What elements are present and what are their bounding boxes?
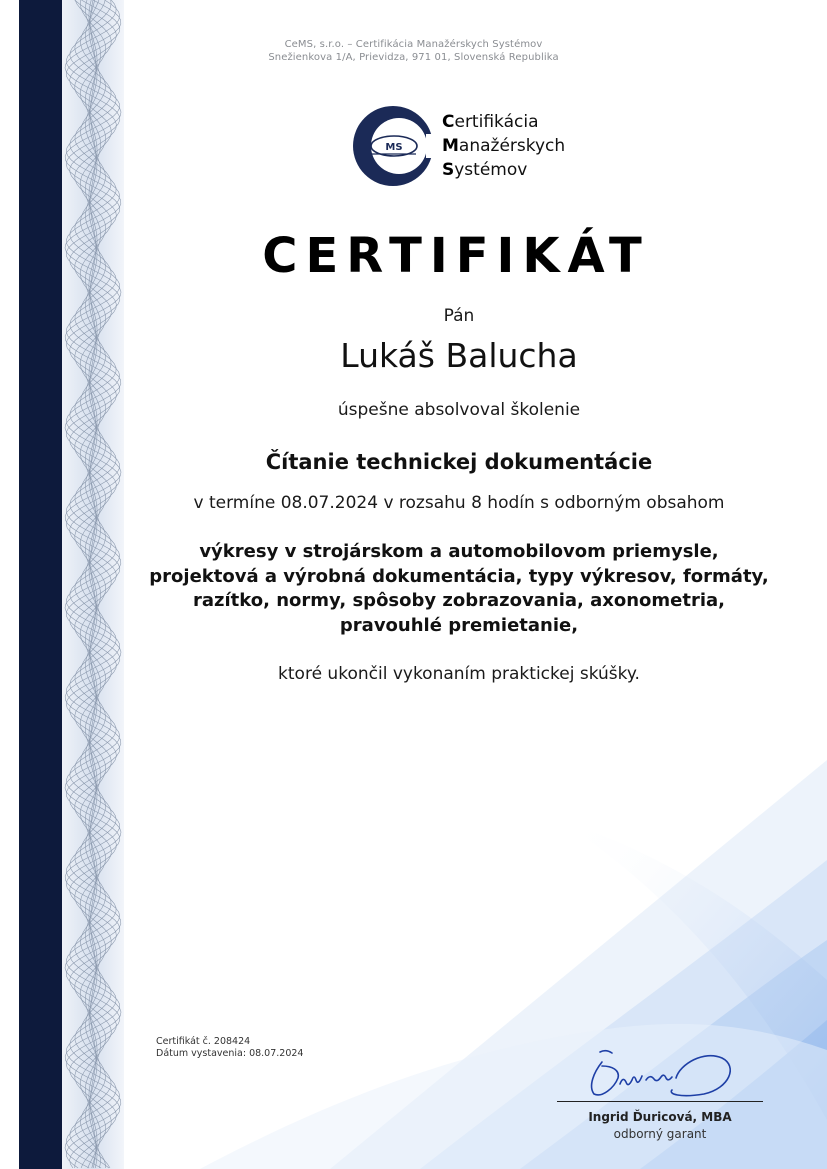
logo-word-certifikacia: ertifikácia: [454, 112, 539, 132]
course-title: Čítanie technickej dokumentácie: [265, 450, 653, 474]
logo-initial-m: M: [442, 136, 459, 156]
salutation: Pán: [443, 306, 475, 326]
term-text: v termíne 08.07.2024 v rozsahu 8 hodín s odborným obsahom: [193, 493, 725, 513]
signatory-role: odborný garant: [613, 1127, 707, 1141]
logo-initial-c: C: [442, 112, 455, 132]
certificate-number: Certifikát č. 208424: [156, 1036, 251, 1047]
issue-date: Dátum vystavenia: 08.07.2024: [156, 1048, 304, 1059]
cems-emblem-icon: [350, 104, 440, 190]
content-line: razítko, normy, spôsoby zobrazovania, axonometria,: [192, 590, 726, 611]
exam-text: ktoré ukončil vykonaním praktickej skúšky.: [278, 664, 640, 684]
issuer-name-line: CeMS, s.r.o. – Certifikácia Manažérskych Systémov: [284, 39, 543, 50]
completed-text: úspešne absolvoval školenie: [337, 400, 581, 420]
content-line: pravouhlé premietanie,: [339, 614, 579, 636]
certificate-meta: [156, 1036, 303, 1060]
logo-word-systemov: ystémov: [454, 160, 528, 180]
content-line: projektová a výrobná dokumentácia, typy výkresov, formáty,: [149, 565, 769, 587]
handwritten-signature: [580, 1044, 740, 1104]
recipient-name: Lukáš Balucha: [340, 336, 578, 375]
course-content: [0, 540, 827, 638]
logo-initial-s: S: [442, 160, 455, 180]
signature-line: [557, 1101, 763, 1102]
content-line: výkresy v strojárskom a automobilovom priemysle,: [199, 541, 719, 562]
logo-wordmark: [442, 110, 565, 182]
issuer-address-line: Snežienkova 1/A, Prievidza, 971 01, Slovenská Republika: [268, 52, 559, 63]
logo-word-manazerskych: anažérskych: [458, 136, 566, 156]
signatory-name: Ingrid Ďuricová, MBA: [588, 1110, 732, 1124]
issuer-header: [0, 38, 827, 64]
company-logo: [350, 104, 575, 190]
certificate-title: CERTIFIKÁT: [262, 228, 650, 284]
emblem-text: MS: [385, 142, 403, 153]
wave-decoration: [200, 760, 827, 1169]
